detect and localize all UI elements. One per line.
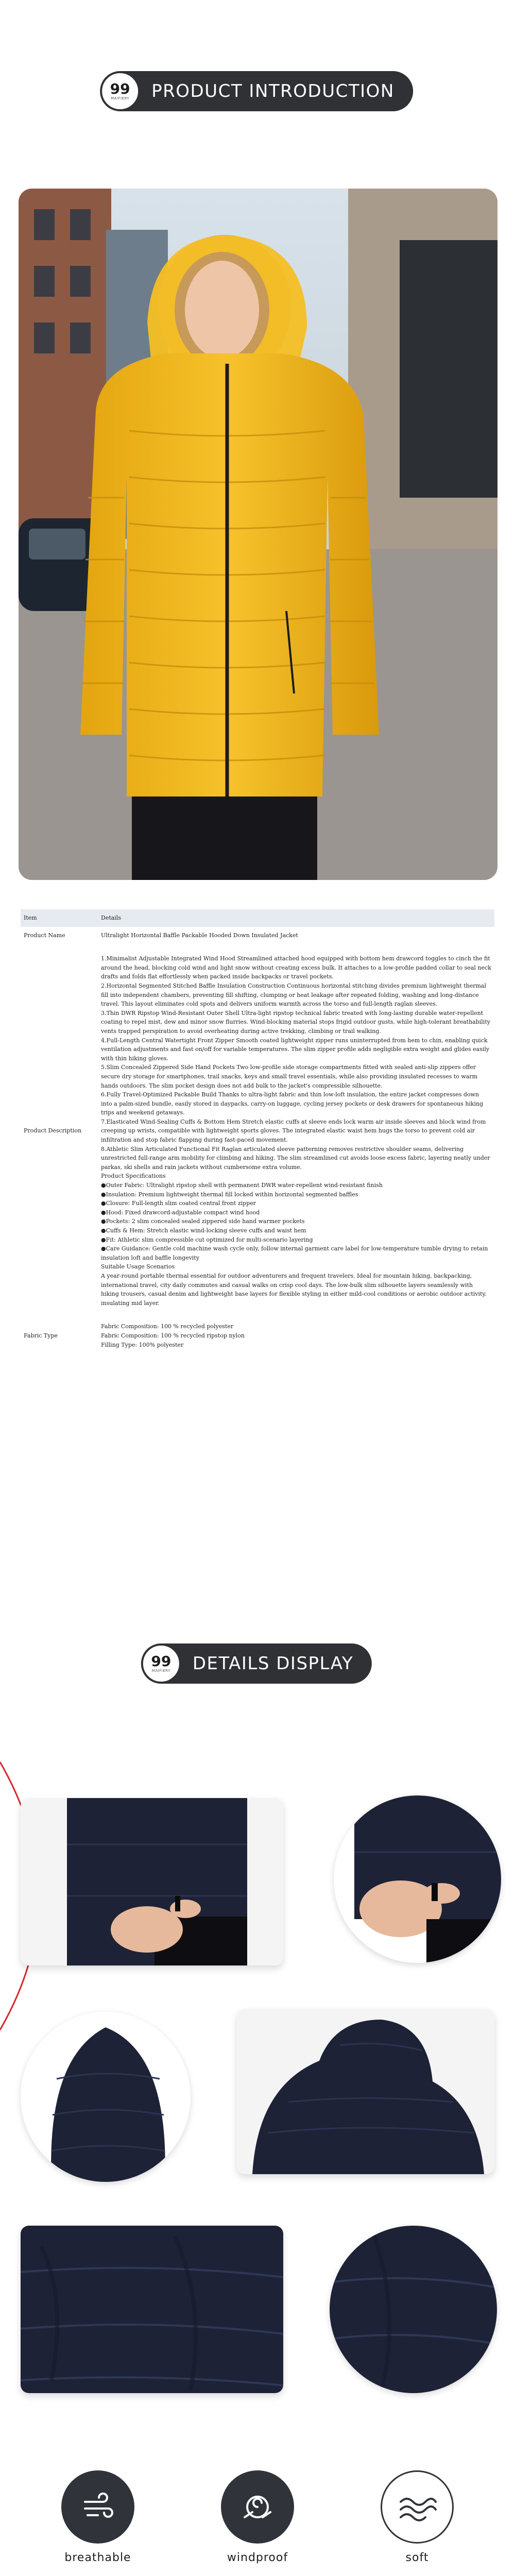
fabric-line: Filling Type: 100% polyester (101, 1341, 184, 1348)
description-line: 7.Elasticated Wind-Sealing Cuffs & Bottom Hem Stretch elastic cuffs at sleeve ends lock warm air inside sleeves and block wind from creeping up wrists, compatible with lightweight sports gloves. The integrated elastic waist hem hugs the torso to prevent cold air infiltration and stop fabric flapping during fast-paced movement. (101, 1118, 486, 1144)
product-name-label: Product Name (24, 931, 65, 939)
description-line: ●Hood: Fixed drawcord-adjustable compact wind hood (101, 1209, 260, 1216)
section-title: PRODUCT INTRODUCTION (151, 81, 394, 101)
description-line: ●Closure: Full-length slim coated central front zipper (101, 1200, 256, 1207)
feature-windproof (211, 2470, 304, 2565)
detail-photo-fabric-closeup (330, 2226, 497, 2393)
logo-text: MAIFIERY (111, 96, 130, 100)
brand-logo (141, 1643, 181, 1684)
table-row (21, 1318, 494, 1353)
header-item: Item (21, 909, 98, 927)
brand-logo (100, 71, 140, 111)
description-line: ●Pockets: 2 slim concealed sealed zippered side hand warmer pockets (101, 1218, 305, 1225)
description-line: 4.Full-Length Central Watertight Front Zipper Smooth coated lightweight zipper runs uninterrupted from hem to chin, enabling quick ventilation adjustments and fast on/off for variable temperatures. The slim zipper profile adds negligible extra weight and glides easily with thin hiking gloves. (101, 1037, 490, 1062)
header-details: Details (98, 909, 494, 927)
feature-label: soft (405, 2551, 429, 2564)
description-line: 2.Horizontal Segmented Stitched Baffle Insulation Construction Continuous horizontal stitching divides premium lightweight thermal fill into independent chambers, preventing fill shifting, clumping or heat leakage after repeated folding, washing and long-distance travel. This layout eliminates cold spots and delivers uniform warmth across the torso and full-length raglan sleeves. (101, 982, 486, 1008)
detail-photo-hood (21, 2012, 191, 2182)
table-header-row (21, 909, 494, 927)
description-line: 8.Athletic Slim Articulated Functional Fit Raglan articulated sleeve patterning removes restrictive shoulder seams, delivering unrestricted full-range arm mobility for climbing and hiking. The slim streamlined cut avoids loose excess fabric, layering neatly under parkas, ski shells and rain jackets without cumbersome extra volume. (101, 1145, 490, 1171)
detail-photo-fabric (21, 2226, 283, 2393)
section-title: DETAILS DISPLAY (192, 1653, 354, 1674)
product-description-value (98, 944, 494, 1318)
fabric-line: Fabric Composition: 100 % recycled polyester (101, 1323, 234, 1330)
wind-swirl-icon (221, 2470, 294, 2544)
description-line: Product Specifications (101, 1173, 166, 1180)
table-row (21, 927, 494, 944)
description-line: 6.Fully Travel-Optimized Packable Build Thanks to ultra-light fabric and thin low-loft insulation, the entire jacket compresses down into a palm-sized bundle, easily stored in daypacks, carry-on luggage, cycling jersey pockets or desk drawers for spontaneous hiking trips and weekend getaways. (101, 1091, 484, 1116)
logo-mark: 99 (151, 1653, 171, 1670)
description-line: insulating mid layer. (101, 1299, 160, 1307)
feature-label: breathable (64, 2551, 131, 2564)
description-line: A year-round portable thermal essential for outdoor adventurers and frequent travelers. Ideal for mountain hiking, backpacking, international travel, city daily commutes and casual walks on crisp cool days. The low-bulk slim silhouette layers seamlessly with hiking trousers, casual denim and lightweight base layers for flexible styling in either mild-cool conditions or aerobic outdoor activity. (101, 1272, 487, 1298)
fabric-line: Fabric Composition: 100 % recycled ripstop nylon (101, 1332, 245, 1339)
feature-breathable (52, 2470, 144, 2565)
logo-text: MAIFIERY (151, 1669, 170, 1673)
feature-label: windproof (227, 2551, 288, 2564)
description-line: ●Outer Fabric: Ultralight ripstop shell with permanent DWR water-repellent wind-resistant finish (101, 1182, 383, 1189)
section-banner-details-display (143, 1643, 372, 1684)
fabric-type-value (98, 1318, 494, 1353)
description-line: 1.Minimalist Adjustable Integrated Wind Hood Streamlined attached hood equipped with bottom hem drawcord toggles to cinch the fit around the head, blocking cold wind and light snow without creating excess bulk. It attaches to a low-profile padded collar to seal neck drafts and folds flat effortlessly when packed inside backpacks or travel pockets. (101, 955, 491, 980)
description-line: ●Cuffs & Hem: Stretch elastic wind-locking sleeve cuffs and waist hem (101, 1227, 306, 1234)
feature-soft (371, 2470, 464, 2565)
logo-mark: 99 (110, 80, 130, 97)
description-line: 3.Thin DWR Ripstop Wind-Resistant Outer Shell Ultra-light ripstop technical fabric treated with long-lasting durable water-repellent coating to repel mist, dew and minor snow flurries. Wind-blocking material stops frigid outdoor gusts, while high-tolerant breathability vents trapped perspiration to avoid overheating during active trekking, climbing or trail walking. (101, 1009, 490, 1035)
detail-photo-zipper-closeup (334, 1795, 501, 1963)
spec-table (21, 909, 494, 1353)
section-banner-product-introduction (102, 71, 413, 111)
detail-photo-pocket (21, 1798, 283, 1965)
waves-icon (381, 2470, 454, 2544)
hero-product-photo (19, 189, 497, 880)
product-description-label: Product Description (24, 1127, 82, 1134)
detail-photo-hood-side (237, 2009, 494, 2174)
fabric-type-label: Fabric Type (24, 1332, 58, 1339)
description-line: 5.Slim Concealed Zippered Side Hand Pockets Two low-profile side storage compartments fitted with sealed anti-slip zippers offer secure dry storage for smartphones, trail snacks, keys and small travel essentials, while also providing insulated recesses to warm hands outdoors. The slim pocket design does not add bulk to the jacket's compressible silhouette. (101, 1064, 478, 1089)
description-line: ●Fit: Athletic slim compressible cut optimized for multi-scenario layering (101, 1236, 313, 1243)
description-line: Suitable Usage Scenarios (101, 1263, 175, 1270)
model-yellow-jacket-illustration (19, 189, 497, 880)
description-line: ●Insulation: Premium lightweight thermal fill locked within horizontal segmented baffles (101, 1191, 358, 1198)
wind-lines-icon (61, 2470, 134, 2544)
description-line: ●Care Guidance: Gentle cold machine wash cycle only, follow internal garment care label for low-temperature tumble drying to retain insulation loft and baffle longevity (101, 1245, 488, 1261)
table-row (21, 944, 494, 1318)
product-name-value: Ultralight Horizontal Baffle Packable Hooded Down Insulated Jacket (101, 931, 298, 939)
